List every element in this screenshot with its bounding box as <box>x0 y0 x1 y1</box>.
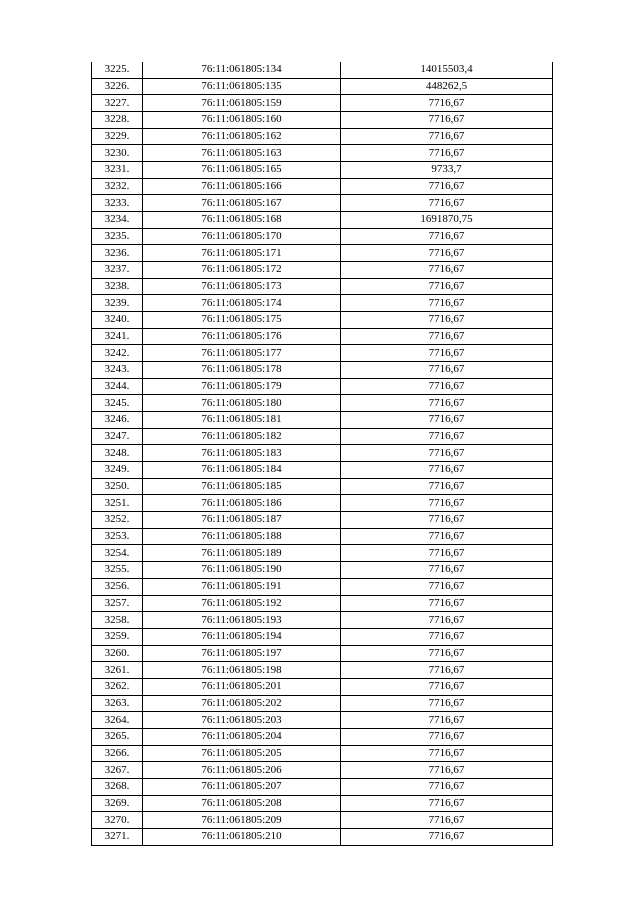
table-row <box>92 262 553 279</box>
row-number-cell: 3269. <box>92 795 143 812</box>
cadastral-number-cell: 76:11:061805:186 <box>143 495 341 512</box>
value-cell: 7716,67 <box>341 445 553 462</box>
table-row <box>92 112 553 129</box>
table-row <box>92 62 553 78</box>
table-row <box>92 612 553 629</box>
cadastral-number-cell: 76:11:061805:174 <box>143 295 341 312</box>
cadastral-number-cell: 76:11:061805:190 <box>143 562 341 579</box>
table-row <box>92 578 553 595</box>
row-number-cell: 3229. <box>92 128 143 145</box>
cadastral-number-cell: 76:11:061805:203 <box>143 712 341 729</box>
value-cell: 7716,67 <box>341 295 553 312</box>
cadastral-number-cell: 76:11:061805:165 <box>143 162 341 179</box>
value-cell: 7716,67 <box>341 678 553 695</box>
cadastral-number-cell: 76:11:061805:171 <box>143 245 341 262</box>
value-cell: 7716,67 <box>341 312 553 329</box>
table-row <box>92 545 553 562</box>
cadastral-value-table <box>91 62 553 846</box>
value-cell: 7716,67 <box>341 828 553 845</box>
value-cell: 7716,67 <box>341 495 553 512</box>
value-cell: 7716,67 <box>341 562 553 579</box>
cadastral-number-cell: 76:11:061805:172 <box>143 262 341 279</box>
table-row <box>92 245 553 262</box>
row-number-cell: 3237. <box>92 262 143 279</box>
cadastral-number-cell: 76:11:061805:181 <box>143 412 341 429</box>
cadastral-number-cell: 76:11:061805:159 <box>143 95 341 112</box>
value-cell: 7716,67 <box>341 462 553 479</box>
table-row <box>92 778 553 795</box>
row-number-cell: 3232. <box>92 178 143 195</box>
row-number-cell: 3266. <box>92 745 143 762</box>
cadastral-number-cell: 76:11:061805:185 <box>143 478 341 495</box>
row-number-cell: 3268. <box>92 778 143 795</box>
cadastral-number-cell: 76:11:061805:135 <box>143 78 341 95</box>
row-number-cell: 3253. <box>92 528 143 545</box>
cadastral-number-cell: 76:11:061805:178 <box>143 362 341 379</box>
value-cell: 7716,67 <box>341 512 553 529</box>
cadastral-number-cell: 76:11:061805:179 <box>143 378 341 395</box>
cadastral-number-cell: 76:11:061805:183 <box>143 445 341 462</box>
value-cell: 7716,67 <box>341 328 553 345</box>
value-cell: 7716,67 <box>341 262 553 279</box>
cadastral-number-cell: 76:11:061805:134 <box>143 62 341 78</box>
value-cell: 7716,67 <box>341 595 553 612</box>
table-row <box>92 328 553 345</box>
value-cell: 7716,67 <box>341 145 553 162</box>
row-number-cell: 3240. <box>92 312 143 329</box>
row-number-cell: 3263. <box>92 695 143 712</box>
table-row <box>92 678 553 695</box>
table-row <box>92 645 553 662</box>
table-row <box>92 445 553 462</box>
table-body <box>92 62 553 845</box>
table-row <box>92 412 553 429</box>
table-row <box>92 212 553 229</box>
value-cell: 7716,67 <box>341 195 553 212</box>
table-row <box>92 662 553 679</box>
row-number-cell: 3258. <box>92 612 143 629</box>
value-cell: 7716,67 <box>341 712 553 729</box>
table-row <box>92 812 553 829</box>
cadastral-number-cell: 76:11:061805:191 <box>143 578 341 595</box>
cadastral-number-cell: 76:11:061805:201 <box>143 678 341 695</box>
row-number-cell: 3255. <box>92 562 143 579</box>
row-number-cell: 3238. <box>92 278 143 295</box>
row-number-cell: 3230. <box>92 145 143 162</box>
table-row <box>92 95 553 112</box>
cadastral-number-cell: 76:11:061805:192 <box>143 595 341 612</box>
cadastral-number-cell: 76:11:061805:184 <box>143 462 341 479</box>
row-number-cell: 3246. <box>92 412 143 429</box>
table-row <box>92 745 553 762</box>
cadastral-number-cell: 76:11:061805:207 <box>143 778 341 795</box>
row-number-cell: 3236. <box>92 245 143 262</box>
row-number-cell: 3264. <box>92 712 143 729</box>
row-number-cell: 3247. <box>92 428 143 445</box>
row-number-cell: 3271. <box>92 828 143 845</box>
row-number-cell: 3251. <box>92 495 143 512</box>
value-cell: 7716,67 <box>341 395 553 412</box>
table-row <box>92 128 553 145</box>
value-cell: 7716,67 <box>341 278 553 295</box>
cadastral-number-cell: 76:11:061805:209 <box>143 812 341 829</box>
table-row <box>92 762 553 779</box>
value-cell: 7716,67 <box>341 745 553 762</box>
value-cell: 7716,67 <box>341 795 553 812</box>
row-number-cell: 3260. <box>92 645 143 662</box>
value-cell: 7716,67 <box>341 628 553 645</box>
table-row <box>92 395 553 412</box>
value-cell: 448262,5 <box>341 78 553 95</box>
cadastral-number-cell: 76:11:061805:197 <box>143 645 341 662</box>
table-row <box>92 428 553 445</box>
cadastral-number-cell: 76:11:061805:176 <box>143 328 341 345</box>
value-cell: 7716,67 <box>341 728 553 745</box>
value-cell: 7716,67 <box>341 645 553 662</box>
row-number-cell: 3250. <box>92 478 143 495</box>
table-row <box>92 828 553 845</box>
row-number-cell: 3259. <box>92 628 143 645</box>
row-number-cell: 3270. <box>92 812 143 829</box>
cadastral-number-cell: 76:11:061805:193 <box>143 612 341 629</box>
cadastral-number-cell: 76:11:061805:188 <box>143 528 341 545</box>
table-row <box>92 528 553 545</box>
value-cell: 7716,67 <box>341 345 553 362</box>
value-cell: 7716,67 <box>341 362 553 379</box>
table-row <box>92 562 553 579</box>
row-number-cell: 3249. <box>92 462 143 479</box>
table-row <box>92 162 553 179</box>
cadastral-number-cell: 76:11:061805:182 <box>143 428 341 445</box>
cadastral-number-cell: 76:11:061805:175 <box>143 312 341 329</box>
table-row <box>92 495 553 512</box>
value-cell: 7716,67 <box>341 428 553 445</box>
cadastral-number-cell: 76:11:061805:160 <box>143 112 341 129</box>
table-row <box>92 228 553 245</box>
table-row <box>92 345 553 362</box>
table-row <box>92 195 553 212</box>
table-row <box>92 728 553 745</box>
row-number-cell: 3231. <box>92 162 143 179</box>
cadastral-number-cell: 76:11:061805:163 <box>143 145 341 162</box>
value-cell: 7716,67 <box>341 612 553 629</box>
cadastral-number-cell: 76:11:061805:168 <box>143 212 341 229</box>
row-number-cell: 3256. <box>92 578 143 595</box>
row-number-cell: 3239. <box>92 295 143 312</box>
row-number-cell: 3225. <box>92 62 143 78</box>
value-cell: 7716,67 <box>341 695 553 712</box>
cadastral-number-cell: 76:11:061805:167 <box>143 195 341 212</box>
value-cell: 7716,67 <box>341 778 553 795</box>
table-row <box>92 695 553 712</box>
cadastral-number-cell: 76:11:061805:189 <box>143 545 341 562</box>
cadastral-number-cell: 76:11:061805:208 <box>143 795 341 812</box>
row-number-cell: 3228. <box>92 112 143 129</box>
value-cell: 7716,67 <box>341 662 553 679</box>
cadastral-number-cell: 76:11:061805:202 <box>143 695 341 712</box>
row-number-cell: 3267. <box>92 762 143 779</box>
cadastral-number-cell: 76:11:061805:177 <box>143 345 341 362</box>
cadastral-number-cell: 76:11:061805:180 <box>143 395 341 412</box>
table-row <box>92 712 553 729</box>
table-row <box>92 145 553 162</box>
table-row <box>92 312 553 329</box>
cadastral-number-cell: 76:11:061805:194 <box>143 628 341 645</box>
value-cell: 7716,67 <box>341 228 553 245</box>
cadastral-number-cell: 76:11:061805:205 <box>143 745 341 762</box>
row-number-cell: 3257. <box>92 595 143 612</box>
value-cell: 7716,67 <box>341 545 553 562</box>
table-row <box>92 362 553 379</box>
row-number-cell: 3254. <box>92 545 143 562</box>
value-cell: 1691870,75 <box>341 212 553 229</box>
row-number-cell: 3244. <box>92 378 143 395</box>
value-cell: 7716,67 <box>341 95 553 112</box>
value-cell: 7716,67 <box>341 245 553 262</box>
table-row <box>92 462 553 479</box>
row-number-cell: 3261. <box>92 662 143 679</box>
value-cell: 7716,67 <box>341 812 553 829</box>
row-number-cell: 3245. <box>92 395 143 412</box>
table-row <box>92 595 553 612</box>
row-number-cell: 3227. <box>92 95 143 112</box>
cadastral-number-cell: 76:11:061805:166 <box>143 178 341 195</box>
value-cell: 7716,67 <box>341 412 553 429</box>
table-row <box>92 512 553 529</box>
value-cell: 14015503,4 <box>341 62 553 78</box>
row-number-cell: 3243. <box>92 362 143 379</box>
row-number-cell: 3241. <box>92 328 143 345</box>
row-number-cell: 3248. <box>92 445 143 462</box>
row-number-cell: 3242. <box>92 345 143 362</box>
table-row <box>92 278 553 295</box>
row-number-cell: 3235. <box>92 228 143 245</box>
table-row <box>92 628 553 645</box>
cadastral-number-cell: 76:11:061805:204 <box>143 728 341 745</box>
value-cell: 9733,7 <box>341 162 553 179</box>
value-cell: 7716,67 <box>341 112 553 129</box>
row-number-cell: 3233. <box>92 195 143 212</box>
row-number-cell: 3226. <box>92 78 143 95</box>
cadastral-number-cell: 76:11:061805:198 <box>143 662 341 679</box>
table-row <box>92 795 553 812</box>
table-row <box>92 378 553 395</box>
value-cell: 7716,67 <box>341 528 553 545</box>
cadastral-number-cell: 76:11:061805:162 <box>143 128 341 145</box>
cadastral-number-cell: 76:11:061805:187 <box>143 512 341 529</box>
value-cell: 7716,67 <box>341 378 553 395</box>
row-number-cell: 3265. <box>92 728 143 745</box>
value-cell: 7716,67 <box>341 578 553 595</box>
table-row <box>92 178 553 195</box>
table-row <box>92 295 553 312</box>
cadastral-number-cell: 76:11:061805:206 <box>143 762 341 779</box>
table-row <box>92 478 553 495</box>
cadastral-number-cell: 76:11:061805:170 <box>143 228 341 245</box>
cadastral-number-cell: 76:11:061805:173 <box>143 278 341 295</box>
row-number-cell: 3234. <box>92 212 143 229</box>
row-number-cell: 3262. <box>92 678 143 695</box>
value-cell: 7716,67 <box>341 762 553 779</box>
cadastral-number-cell: 76:11:061805:210 <box>143 828 341 845</box>
value-cell: 7716,67 <box>341 478 553 495</box>
row-number-cell: 3252. <box>92 512 143 529</box>
value-cell: 7716,67 <box>341 178 553 195</box>
table-row <box>92 78 553 95</box>
value-cell: 7716,67 <box>341 128 553 145</box>
